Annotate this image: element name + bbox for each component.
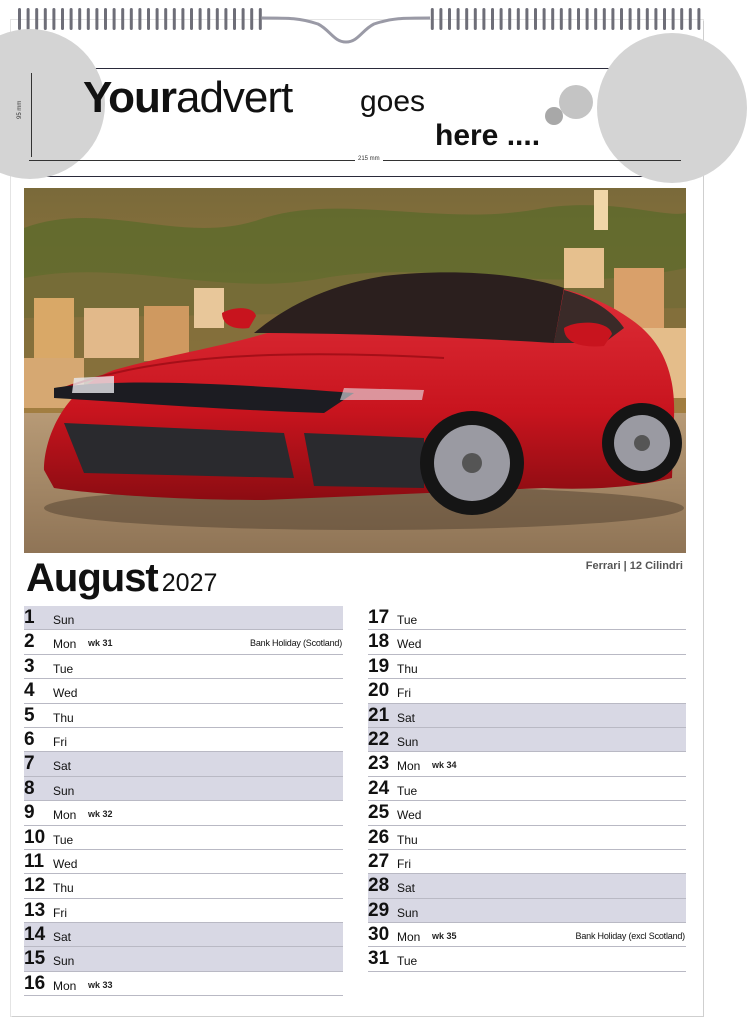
day-of-week: Sun bbox=[397, 734, 419, 749]
day-number: 22 bbox=[368, 728, 390, 750]
day-number: 30 bbox=[368, 924, 390, 946]
binding-ring bbox=[207, 8, 210, 30]
binding-ring bbox=[500, 8, 503, 30]
day-number: 5 bbox=[24, 704, 35, 726]
advert-word-goes: goes bbox=[360, 85, 426, 118]
binding-ring bbox=[620, 8, 623, 30]
day-number: 23 bbox=[368, 753, 390, 775]
spiral-binding bbox=[0, 0, 714, 48]
day-number: 16 bbox=[24, 972, 46, 994]
day-of-week: Wed bbox=[397, 808, 422, 823]
binding-ring bbox=[508, 8, 511, 30]
day-row bbox=[24, 752, 343, 776]
day-number: 26 bbox=[368, 826, 390, 848]
day-number: 14 bbox=[24, 924, 46, 946]
day-number: 12 bbox=[24, 875, 46, 897]
day-row bbox=[24, 826, 343, 850]
binding-ring bbox=[439, 8, 442, 30]
binding-ring bbox=[70, 8, 73, 30]
binding-ring bbox=[689, 8, 692, 30]
day-of-week: Wed bbox=[53, 856, 78, 871]
binding-ring bbox=[577, 8, 580, 30]
day-column-left bbox=[24, 606, 343, 996]
day-number: 11 bbox=[24, 850, 45, 872]
binding-ring bbox=[568, 8, 571, 30]
advert-word-here: here .... bbox=[435, 119, 541, 152]
day-number: 1 bbox=[24, 607, 35, 628]
day-row bbox=[368, 777, 686, 801]
day-row bbox=[24, 728, 343, 752]
width-dimension-label: 215 mm bbox=[355, 156, 383, 162]
day-of-week: Tue bbox=[397, 783, 418, 798]
advert-decor-dot-large bbox=[559, 85, 593, 119]
day-of-week: Tue bbox=[397, 613, 418, 627]
day-row bbox=[368, 801, 686, 825]
binding-ring bbox=[87, 8, 90, 30]
binding-ring bbox=[259, 8, 262, 30]
day-row bbox=[368, 923, 686, 947]
day-row bbox=[368, 874, 686, 898]
day-number: 29 bbox=[368, 899, 390, 921]
binding-ring bbox=[233, 8, 236, 30]
binding-ring bbox=[18, 8, 21, 30]
day-of-week: Thu bbox=[53, 881, 74, 896]
day-row bbox=[368, 850, 686, 874]
day-of-week: Sat bbox=[397, 881, 416, 896]
day-of-week: Sun bbox=[53, 954, 75, 969]
binding-ring bbox=[543, 8, 546, 30]
day-row bbox=[24, 874, 343, 898]
binding-ring bbox=[474, 8, 477, 30]
day-number: 15 bbox=[24, 948, 46, 970]
binding-ring bbox=[663, 8, 666, 30]
binding-ring bbox=[611, 8, 614, 30]
day-of-week: Tue bbox=[53, 832, 74, 847]
binding-ring bbox=[242, 8, 245, 30]
binding-ring bbox=[603, 8, 606, 30]
day-number: 20 bbox=[368, 680, 390, 702]
day-of-week: Sun bbox=[397, 905, 419, 920]
binding-ring bbox=[697, 8, 700, 30]
month-year: 2027 bbox=[161, 569, 218, 597]
binding-ring bbox=[121, 8, 124, 30]
binding-ring bbox=[680, 8, 683, 30]
binding-ring bbox=[190, 8, 193, 30]
binding-ring bbox=[250, 8, 253, 30]
binding-ring bbox=[61, 8, 64, 30]
day-number: 8 bbox=[24, 777, 35, 799]
day-of-week: Mon bbox=[53, 637, 77, 652]
day-row bbox=[24, 679, 343, 703]
advert-word-your: Your bbox=[83, 73, 176, 122]
binding-ring bbox=[35, 8, 38, 30]
binding-ring bbox=[156, 8, 159, 30]
day-of-week: Mon bbox=[397, 930, 421, 945]
binding-ring bbox=[672, 8, 675, 30]
advert-word-advert: advert bbox=[175, 73, 293, 122]
day-row bbox=[368, 899, 686, 923]
day-of-week: Fri bbox=[53, 734, 67, 749]
holiday-note: Bank Holiday (excl Scotland) bbox=[575, 931, 685, 942]
binding-ring bbox=[224, 8, 227, 30]
day-row bbox=[368, 630, 686, 654]
week-number: wk 35 bbox=[432, 931, 457, 942]
day-of-week: Tue bbox=[397, 954, 418, 969]
day-of-week: Wed bbox=[397, 637, 422, 652]
binding-ring bbox=[465, 8, 468, 30]
binding-ring bbox=[199, 8, 202, 30]
binding-ring bbox=[457, 8, 460, 30]
day-row bbox=[24, 777, 343, 801]
month-name: August bbox=[26, 556, 158, 600]
day-of-week: Mon bbox=[397, 759, 421, 774]
binding-ring bbox=[534, 8, 537, 30]
day-of-week: Wed bbox=[53, 686, 78, 701]
day-number: 27 bbox=[368, 850, 390, 872]
binding-ring bbox=[27, 8, 30, 30]
day-row bbox=[24, 655, 343, 679]
binding-ring bbox=[482, 8, 485, 30]
day-row bbox=[24, 972, 343, 996]
day-number: 9 bbox=[24, 802, 35, 824]
day-row bbox=[24, 801, 343, 825]
binding-ring bbox=[95, 8, 98, 30]
day-number: 19 bbox=[368, 655, 390, 677]
day-of-week: Fri bbox=[53, 905, 67, 920]
binding-ring bbox=[448, 8, 451, 30]
binding-ring bbox=[147, 8, 150, 30]
day-column-right bbox=[368, 606, 686, 972]
binding-ring bbox=[637, 8, 640, 30]
day-of-week: Thu bbox=[397, 832, 418, 847]
binding-ring bbox=[216, 8, 219, 30]
binding-ring bbox=[113, 8, 116, 30]
day-row bbox=[368, 728, 686, 752]
binding-ring bbox=[164, 8, 167, 30]
week-number: wk 34 bbox=[432, 760, 457, 771]
day-of-week: Mon bbox=[53, 808, 77, 823]
day-of-week: Sat bbox=[53, 930, 72, 945]
binding-ring bbox=[44, 8, 47, 30]
day-of-week: Sun bbox=[53, 613, 75, 627]
day-of-week: Tue bbox=[53, 661, 74, 676]
day-number: 28 bbox=[368, 875, 390, 897]
binding-ring bbox=[629, 8, 632, 30]
day-row bbox=[368, 655, 686, 679]
day-row bbox=[24, 923, 343, 947]
binding-ring bbox=[173, 8, 176, 30]
binding-ring bbox=[78, 8, 81, 30]
week-number: wk 31 bbox=[88, 638, 113, 649]
binding-ring bbox=[594, 8, 597, 30]
holiday-note: Bank Holiday (Scotland) bbox=[250, 638, 342, 649]
day-row bbox=[368, 606, 686, 630]
advert-decor-dot-small bbox=[545, 107, 563, 125]
day-row bbox=[24, 850, 343, 874]
hanger-hook bbox=[262, 18, 430, 42]
photo-caption: Ferrari | 12 Cilindri bbox=[585, 560, 683, 572]
day-row bbox=[368, 679, 686, 703]
day-number: 24 bbox=[368, 777, 390, 799]
day-of-week: Sat bbox=[397, 710, 416, 725]
day-number: 17 bbox=[368, 607, 390, 628]
binding-ring bbox=[52, 8, 55, 30]
binding-ring bbox=[130, 8, 133, 30]
day-of-week: Fri bbox=[397, 686, 411, 701]
day-row bbox=[24, 704, 343, 728]
binding-ring bbox=[491, 8, 494, 30]
binding-ring bbox=[560, 8, 563, 30]
day-number: 21 bbox=[368, 704, 390, 726]
day-number: 31 bbox=[368, 948, 390, 970]
binding-ring bbox=[138, 8, 141, 30]
day-row bbox=[368, 947, 686, 971]
advert-placeholder bbox=[17, 68, 686, 177]
day-number: 7 bbox=[24, 753, 35, 775]
day-of-week: Mon bbox=[53, 978, 77, 993]
day-number: 25 bbox=[368, 802, 390, 824]
day-row bbox=[368, 826, 686, 850]
day-of-week: Fri bbox=[397, 856, 411, 871]
day-number: 18 bbox=[368, 631, 390, 653]
day-row bbox=[368, 704, 686, 728]
day-row bbox=[24, 899, 343, 923]
binding-ring bbox=[517, 8, 520, 30]
day-number: 2 bbox=[24, 631, 35, 653]
day-of-week: Thu bbox=[397, 661, 418, 676]
day-row bbox=[24, 630, 343, 654]
day-of-week: Thu bbox=[53, 710, 74, 725]
binding-ring bbox=[646, 8, 649, 30]
day-of-week: Sun bbox=[53, 783, 75, 798]
binding-ring bbox=[104, 8, 107, 30]
advert-headline bbox=[83, 73, 292, 123]
day-of-week: Sat bbox=[53, 759, 72, 774]
binding-ring bbox=[525, 8, 528, 30]
height-dimension-label: 95 mm bbox=[17, 100, 23, 119]
day-row bbox=[368, 752, 686, 776]
day-number: 3 bbox=[24, 655, 35, 677]
day-number: 10 bbox=[24, 826, 46, 848]
height-dimension-line bbox=[31, 73, 32, 157]
binding-ring bbox=[654, 8, 657, 30]
week-number: wk 32 bbox=[88, 809, 113, 820]
day-row bbox=[24, 947, 343, 971]
week-number: wk 33 bbox=[88, 979, 113, 990]
day-number: 13 bbox=[24, 899, 46, 921]
day-number: 4 bbox=[24, 680, 35, 702]
binding-ring bbox=[586, 8, 589, 30]
month-title bbox=[26, 556, 217, 601]
binding-ring bbox=[181, 8, 184, 30]
day-row bbox=[24, 606, 343, 630]
binding-ring bbox=[551, 8, 554, 30]
binding-ring bbox=[431, 8, 434, 30]
car-photo bbox=[24, 188, 686, 553]
day-number: 6 bbox=[24, 728, 35, 750]
